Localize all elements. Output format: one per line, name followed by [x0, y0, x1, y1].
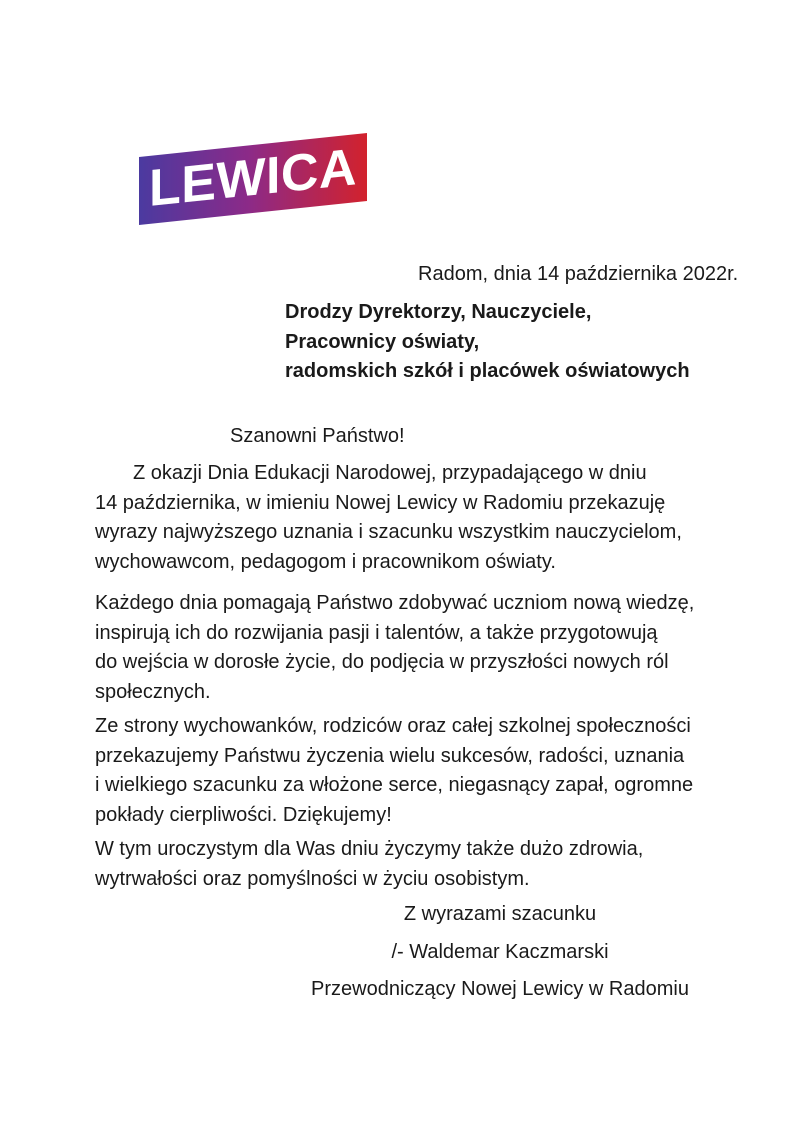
signature: /- Waldemar Kaczmarski	[391, 940, 609, 963]
body-paragraph	[95, 459, 710, 577]
paragraph-line: przekazujemy Państwu życzenia wielu sukcesów, radości, uznania	[95, 744, 685, 767]
recipient-line: Drodzy Dyrektorzy, Nauczyciele,	[285, 301, 592, 323]
salutation: Szanowni Państwo!	[230, 425, 405, 447]
body-paragraph	[95, 589, 710, 707]
lewica-logo	[139, 133, 367, 225]
paragraph-line: Każdego dnia pomagają Państwo zdobywać uczniom nową wiedzę,	[95, 592, 695, 614]
recipient-line: radomskich szkół i placówek oświatowych	[285, 360, 690, 382]
paragraph-line: inspirują ich do rozwijania pasji i talentów, a także przygotowują	[95, 621, 658, 644]
paragraph-line: wychowawcom, pedagogom i pracownikom oświaty.	[95, 550, 556, 573]
valediction: Z wyrazami szacunku	[403, 903, 597, 925]
paragraph-line: do wejścia w dorosłe życie, do podjęcia w przyszłości nowych ról	[95, 651, 669, 673]
dateline: Radom, dnia 14 października 2022r.	[418, 263, 739, 285]
paragraph-line: pokłady cierpliwości. Dziękujemy!	[95, 803, 392, 826]
paragraph-line: 14 października, w imieniu Nowej Lewicy w Radomiu przekazuję	[95, 491, 666, 514]
closing-block	[300, 900, 700, 1013]
paragraph-line: i wielkiego szacunku za włożone serce, niegasnący zapał, ogromne	[95, 774, 694, 796]
paragraph-line: Z okazji Dnia Edukacji Narodowej, przypadającego w dniu	[133, 462, 647, 484]
recipient-line: Pracownicy oświaty,	[285, 330, 480, 353]
body-paragraph	[95, 712, 710, 830]
paragraph-line: W tym uroczystym dla Was dniu życzymy także dużo zdrowia,	[95, 838, 644, 860]
signatory-title: Przewodniczący Nowej Lewicy w Radomiu	[311, 978, 689, 1000]
body-paragraph	[95, 835, 710, 894]
paragraph-line: społecznych.	[95, 680, 211, 703]
recipient-block	[285, 298, 690, 387]
paragraph-line: wytrwałości oraz pomyślności w życiu osobistym.	[95, 867, 530, 890]
paragraph-line: Ze strony wychowanków, rodziców oraz całej szkolnej społeczności	[95, 715, 691, 737]
paragraph-line: wyrazy najwyższego uznania i szacunku wszystkim nauczycielom,	[95, 521, 682, 543]
lewica-logo-text: LEWICA	[148, 137, 358, 218]
